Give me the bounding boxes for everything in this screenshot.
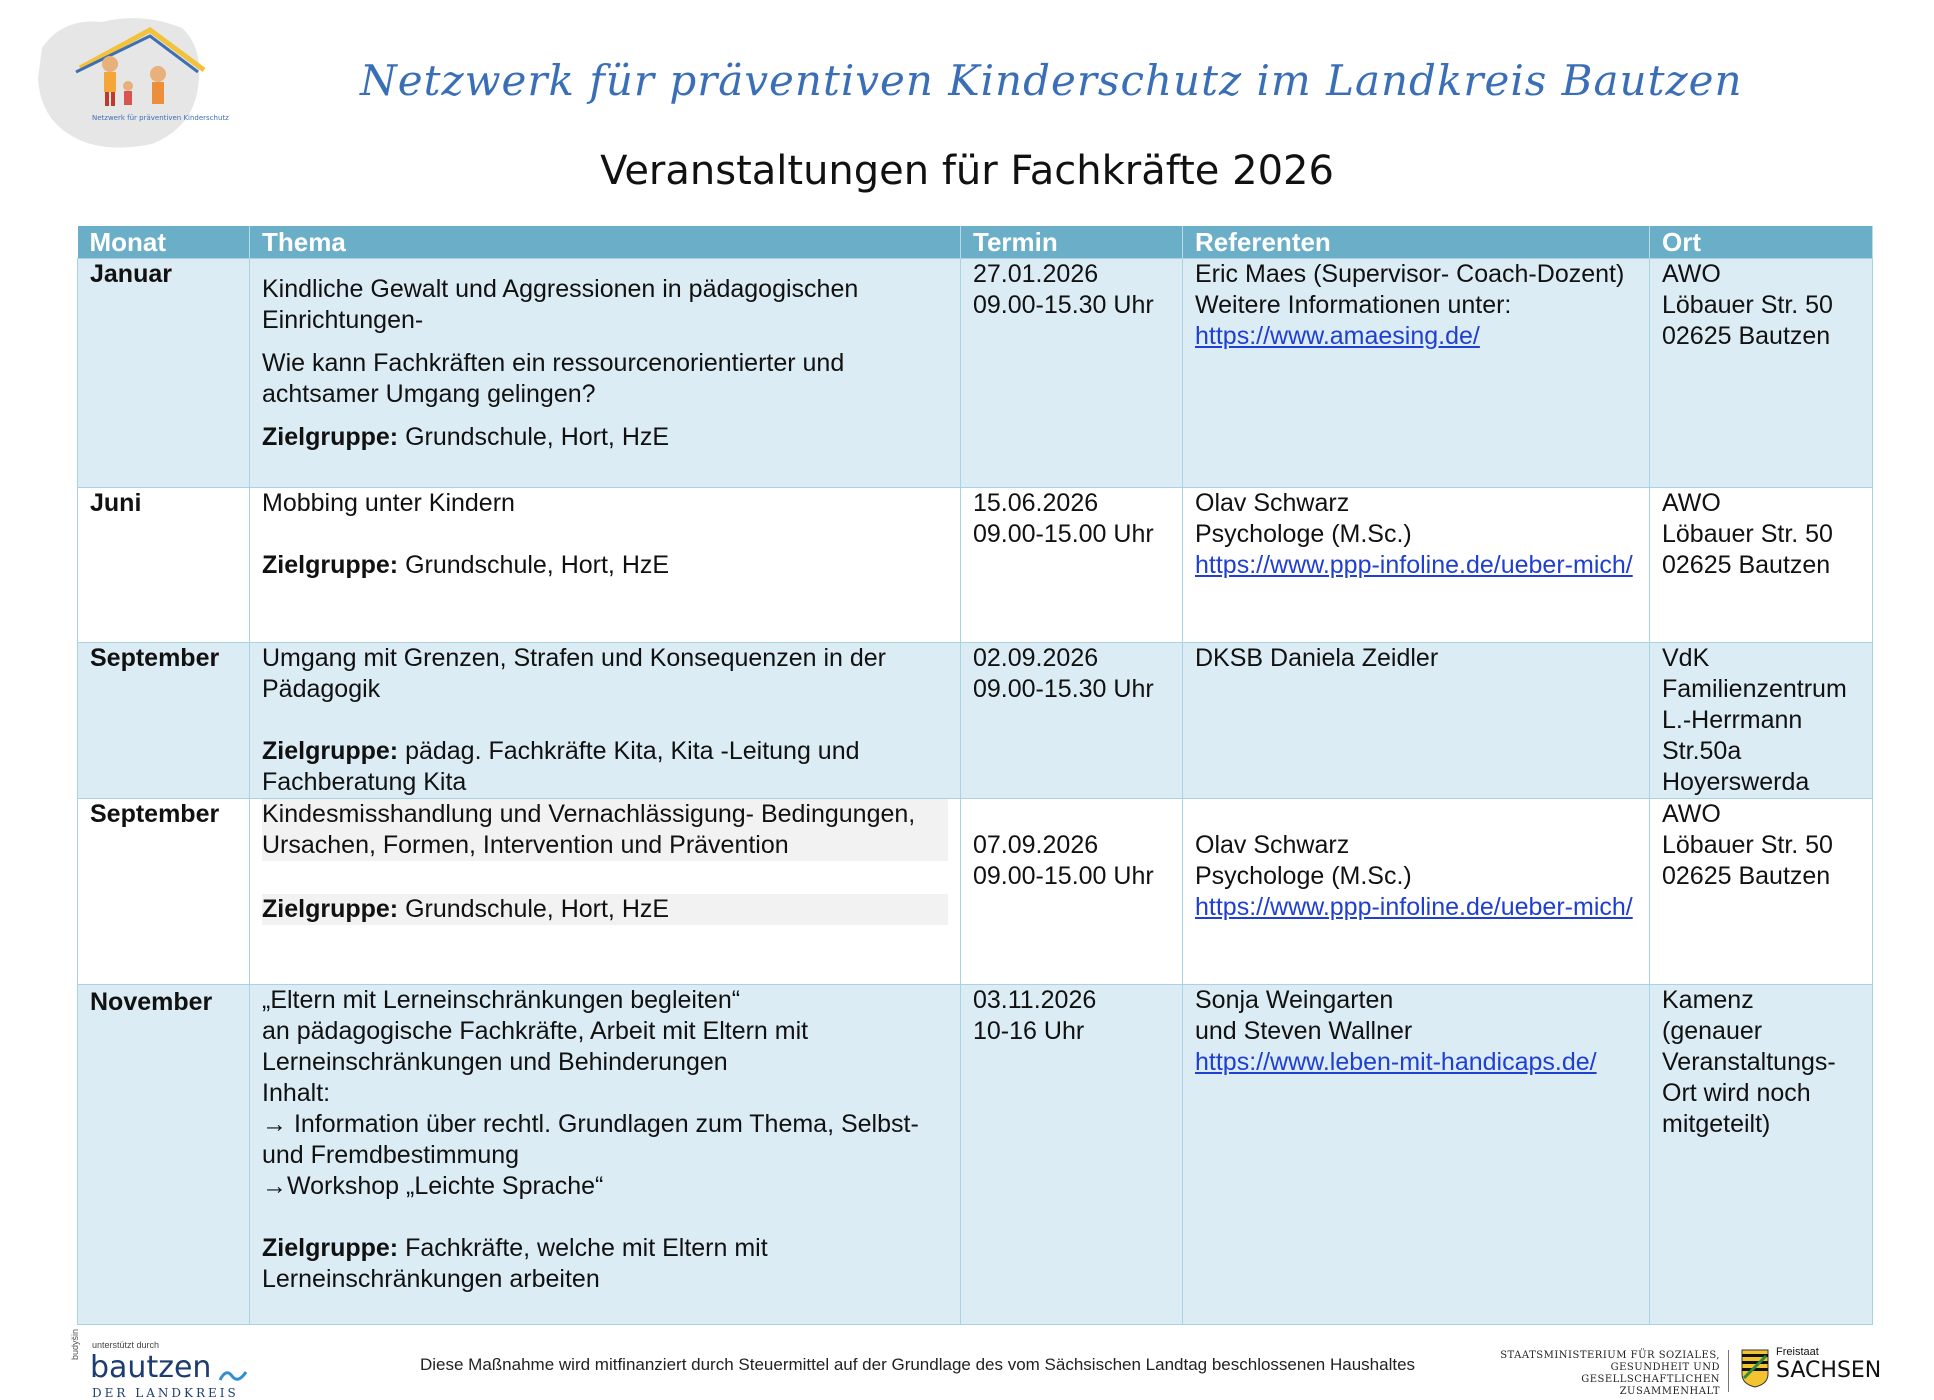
month-cell: Januar xyxy=(78,259,250,488)
speaker-line: Olav Schwarz xyxy=(1195,489,1350,517)
event-date: 07.09.2026 xyxy=(973,831,1099,859)
network-logo xyxy=(32,8,229,156)
network-title: Netzwerk für präventiven Kinderschutz im Landkreis Bautzen xyxy=(360,56,1743,105)
place-line: AWO xyxy=(1662,800,1721,828)
month-cell: September xyxy=(78,799,250,985)
event-time: 09.00-15.00 Uhr xyxy=(973,520,1154,548)
event-date: 27.01.2026 xyxy=(973,260,1099,288)
speaker-line: DKSB Daniela Zeidler xyxy=(1195,644,1439,672)
bautzen-word: bautzen xyxy=(90,1350,212,1385)
place-line: AWO xyxy=(1662,260,1721,288)
header-termin: Termin xyxy=(961,226,1183,259)
ministry-text: STAATSMINISTERIUM FÜR SOZIALES, GESUNDHEIT UND GESELLSCHAFTLICHEN ZUSAMMENHALT xyxy=(1500,1350,1720,1397)
date-cell xyxy=(961,799,1183,985)
place-line: 02625 Bautzen xyxy=(1662,551,1831,579)
place-cell xyxy=(1650,985,1873,1325)
event-time: 09.00-15.30 Uhr xyxy=(973,291,1154,319)
table-row xyxy=(78,985,1873,1325)
speaker-line: Olav Schwarz xyxy=(1195,831,1350,859)
speaker-link[interactable]: https://www.amaesing.de/ xyxy=(1195,322,1480,350)
place-line: 02625 Bautzen xyxy=(1662,322,1831,350)
header-referenten: Referenten xyxy=(1183,226,1650,259)
speaker-line: und Steven Wallner xyxy=(1195,1017,1413,1045)
table-header-row xyxy=(78,226,1873,259)
place-cell xyxy=(1650,643,1873,799)
speaker-line: Psychologe (M.Sc.) xyxy=(1195,862,1412,890)
speaker-link[interactable]: https://www.leben-mit-handicaps.de/ xyxy=(1195,1048,1597,1076)
footer-divider xyxy=(1728,1350,1729,1392)
zielgruppe-label: Zielgruppe: xyxy=(262,423,399,451)
topic-cell xyxy=(250,799,961,985)
event-time: 10-16 Uhr xyxy=(973,1017,1085,1045)
header-ort: Ort xyxy=(1650,226,1873,259)
speaker-link[interactable]: https://www.ppp-infoline.de/ueber-mich/ xyxy=(1195,893,1633,921)
event-date: 02.09.2026 xyxy=(973,644,1099,672)
zielgruppe-label: Zielgruppe: xyxy=(262,1234,399,1262)
header-thema: Thema xyxy=(250,226,961,259)
topic-line: Mobbing unter Kindern xyxy=(262,489,515,517)
place-line: Löbauer Str. 50 xyxy=(1662,520,1833,548)
place-line: 02625 Bautzen xyxy=(1662,862,1831,890)
table-row xyxy=(78,643,1873,799)
speaker-link[interactable]: https://www.ppp-infoline.de/ueber-mich/ xyxy=(1195,551,1633,579)
zielgruppe-value: Grundschule, Hort, HzE xyxy=(405,423,670,451)
zielgruppe-label: Zielgruppe: xyxy=(262,737,399,765)
table-row xyxy=(78,488,1873,643)
zielgruppe-value: Grundschule, Hort, HzE xyxy=(405,551,670,579)
place-line: Löbauer Str. 50 xyxy=(1662,291,1833,319)
header-monat: Monat xyxy=(78,226,250,259)
month-cell: September xyxy=(78,643,250,799)
events-table xyxy=(77,226,1873,1325)
zielgruppe-line xyxy=(262,736,948,798)
bautzen-side-text: budyšin xyxy=(70,1328,80,1360)
freistaat-text: Freistaat xyxy=(1776,1346,1819,1358)
place-line: Str.50a xyxy=(1662,737,1742,765)
date-cell xyxy=(961,985,1183,1325)
topic-line: „Eltern mit Lerneinschränkungen begleiten“ xyxy=(262,986,741,1014)
topic-line: Wie kann Fachkräften ein ressourcenorientierter und achtsamer Umgang gelingen? xyxy=(262,349,845,408)
zielgruppe-line xyxy=(262,894,948,925)
topic-line: Kindesmisshandlung und Vernachlässigung- Bedingungen, Ursachen, Formen, Intervention und Prävention xyxy=(262,799,948,861)
saxony-crest-icon xyxy=(1740,1348,1770,1388)
speaker-line: Weitere Informationen unter: xyxy=(1195,291,1512,319)
zielgruppe-line xyxy=(262,550,948,581)
bautzen-wave-icon xyxy=(218,1366,248,1384)
topic-line: Umgang mit Grenzen, Strafen und Konsequenzen in der Pädagogik xyxy=(262,644,886,703)
date-cell xyxy=(961,488,1183,643)
topic-line: → Information über rechtl. Grundlagen zum Thema, Selbst- und Fremdbestimmung xyxy=(262,1110,919,1169)
place-line: Hoyerswerda xyxy=(1662,768,1810,796)
topic-line: an pädagogische Fachkräfte, Arbeit mit Eltern mit Lerneinschränkungen und Behinderungen xyxy=(262,1017,809,1076)
place-cell xyxy=(1650,259,1873,488)
speaker-cell xyxy=(1183,488,1650,643)
zielgruppe-line xyxy=(262,1233,948,1295)
place-line: Kamenz xyxy=(1662,986,1754,1014)
event-time: 09.00-15.00 Uhr xyxy=(973,862,1154,890)
zielgruppe-value: Fachkräfte, welche mit Eltern mit Lerneinschränkungen arbeiten xyxy=(262,1234,768,1293)
bautzen-landkreis-text: DER LANDKREIS xyxy=(92,1386,239,1400)
zielgruppe-value: Grundschule, Hort, HzE xyxy=(405,895,670,923)
zielgruppe-value: pädag. Fachkräfte Kita, Kita -Leitung und Fachberatung Kita xyxy=(262,737,860,796)
speaker-line: Psychologe (M.Sc.) xyxy=(1195,520,1412,548)
event-date: 15.06.2026 xyxy=(973,489,1099,517)
topic-cell xyxy=(250,985,961,1325)
speaker-cell xyxy=(1183,985,1650,1325)
bautzen-logo xyxy=(70,1328,250,1400)
logo-caption: Netzwerk für präventiven Kinderschutz xyxy=(92,114,229,122)
topic-cell xyxy=(250,259,961,488)
topic-line: Kindliche Gewalt und Aggressionen in pädagogischen Einrichtungen- xyxy=(262,275,859,334)
event-time: 09.00-15.30 Uhr xyxy=(973,675,1154,703)
event-date: 03.11.2026 xyxy=(973,986,1097,1014)
place-line: VdK xyxy=(1662,644,1710,672)
speaker-line: Sonja Weingarten xyxy=(1195,986,1394,1014)
date-cell xyxy=(961,643,1183,799)
place-cell xyxy=(1650,488,1873,643)
sachsen-text: SACHSEN xyxy=(1776,1358,1882,1383)
month-cell: November xyxy=(78,985,250,1325)
date-cell xyxy=(961,259,1183,488)
place-line: Familienzentrum xyxy=(1662,675,1847,703)
bautzen-supported-text: unterstützt durch xyxy=(92,1340,160,1350)
page-title: Veranstaltungen für Fachkräfte 2026 xyxy=(600,148,1334,194)
funding-note: Diese Maßnahme wird mitfinanziert durch Steuermittel auf der Grundlage des vom Sächsischen Landtag beschlossenen Haushaltes xyxy=(420,1355,1416,1374)
topic-cell xyxy=(250,643,961,799)
speaker-cell xyxy=(1183,259,1650,488)
month-cell: Juni xyxy=(78,488,250,643)
topic-cell xyxy=(250,488,961,643)
table-row xyxy=(78,799,1873,985)
zielgruppe-label: Zielgruppe: xyxy=(262,551,399,579)
speaker-cell xyxy=(1183,643,1650,799)
place-line: Löbauer Str. 50 xyxy=(1662,831,1833,859)
speaker-line: Eric Maes (Supervisor- Coach-Dozent) xyxy=(1195,260,1625,288)
zielgruppe-label: Zielgruppe: xyxy=(262,895,399,923)
topic-line: →Workshop „Leichte Sprache“ xyxy=(262,1172,604,1200)
speaker-cell xyxy=(1183,799,1650,985)
place-line: (genauer Veranstaltungs-Ort wird noch mitgeteilt) xyxy=(1662,1017,1836,1138)
place-line: AWO xyxy=(1662,489,1721,517)
place-cell xyxy=(1650,799,1873,985)
table-row xyxy=(78,259,1873,488)
place-line: L.-Herrmann xyxy=(1662,706,1803,734)
zielgruppe-line xyxy=(262,422,948,453)
topic-line: Inhalt: xyxy=(262,1079,331,1107)
